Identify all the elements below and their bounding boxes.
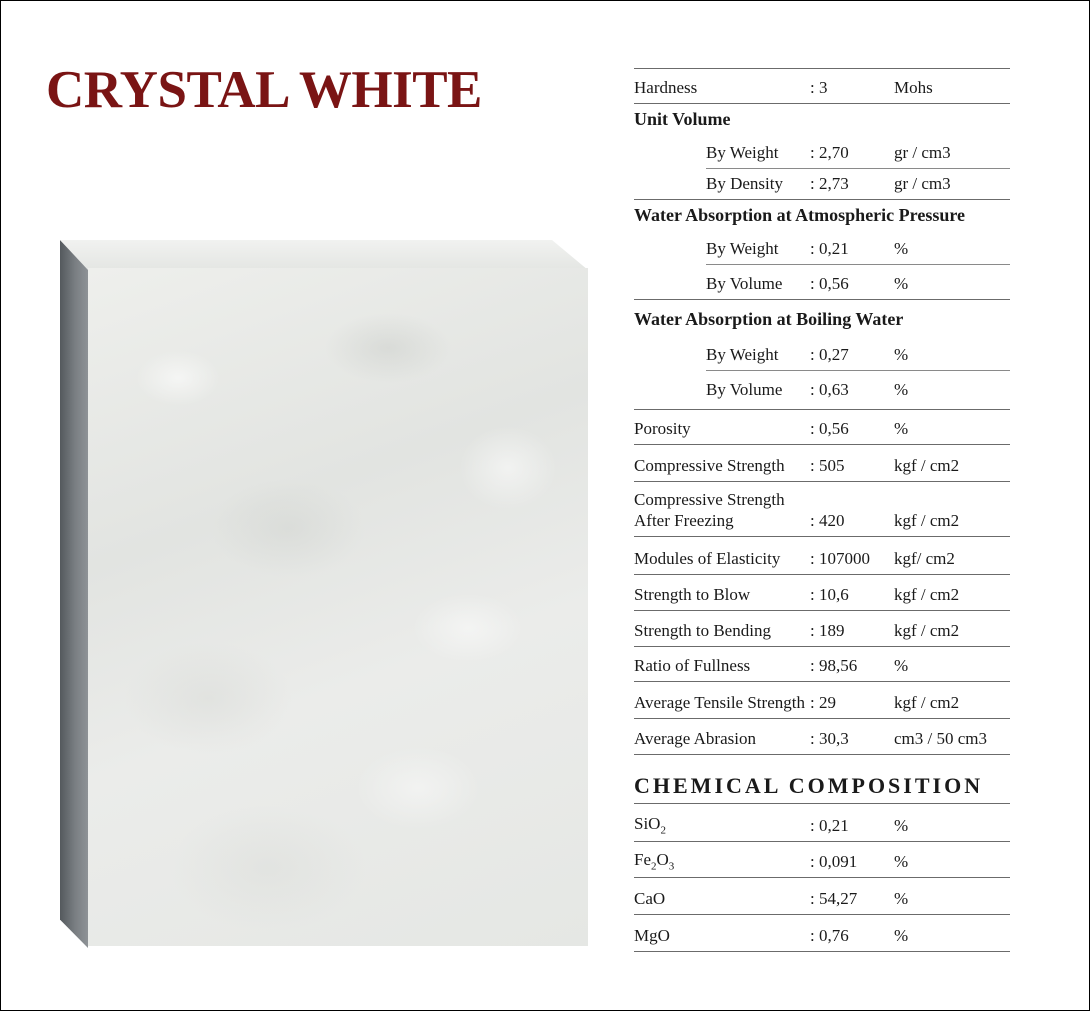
spec-row-water-atm-volume bbox=[634, 265, 1010, 299]
spec-unit: kgf / cm2 bbox=[894, 511, 960, 530]
spec-unit: Mohs bbox=[894, 78, 933, 97]
spec-label: Average Abrasion bbox=[634, 729, 756, 748]
spec-label: Porosity bbox=[634, 419, 691, 438]
chem-formula: MgO bbox=[634, 926, 670, 945]
spec-label: By Volume bbox=[706, 274, 783, 293]
spec-label: Modules of Elasticity bbox=[634, 549, 781, 568]
chemical-composition-heading: CHEMICAL COMPOSITION bbox=[634, 773, 984, 798]
technical-specs bbox=[634, 68, 1010, 952]
chem-formula: CaO bbox=[634, 889, 666, 908]
spec-row-compressive bbox=[634, 445, 1010, 481]
slab-face bbox=[88, 268, 588, 946]
slab-top-edge bbox=[60, 240, 588, 270]
spec-row-blow bbox=[634, 575, 1010, 610]
chem-value: : 0,21 bbox=[810, 816, 849, 835]
spec-label-line2: After Freezing bbox=[634, 511, 734, 530]
spec-row-water-boil-volume bbox=[634, 371, 1010, 409]
spec-row-bending bbox=[634, 611, 1010, 646]
spec-value: : 30,3 bbox=[810, 729, 849, 748]
section-heading-water-atm: Water Absorption at Atmospheric Pressure bbox=[634, 205, 965, 225]
spec-row-elasticity bbox=[634, 537, 1010, 574]
spec-label: Strength to Bending bbox=[634, 621, 771, 640]
spec-unit: gr / cm3 bbox=[894, 143, 951, 162]
chem-row-fe2o3 bbox=[634, 842, 1010, 877]
spec-unit: kgf / cm2 bbox=[894, 585, 960, 604]
spec-unit: kgf / cm2 bbox=[894, 621, 960, 640]
spec-row-water-boil-weight bbox=[634, 336, 1010, 370]
spec-value: : 0,21 bbox=[810, 239, 849, 258]
spec-row-water-atm-weight bbox=[634, 230, 1010, 264]
chem-row-cao bbox=[634, 878, 1010, 914]
spec-label: By Volume bbox=[706, 380, 783, 399]
spec-row-porosity bbox=[634, 410, 1010, 444]
spec-value: : 98,56 bbox=[810, 656, 858, 675]
spec-value: : 107000 bbox=[810, 549, 870, 568]
spec-row-abrasion bbox=[634, 719, 1010, 754]
spec-label-line1: Compressive Strength bbox=[634, 490, 785, 509]
chem-value: : 0,091 bbox=[810, 852, 858, 871]
spec-value: : 3 bbox=[810, 78, 828, 97]
spec-label: Compressive Strength bbox=[634, 456, 785, 475]
spec-label: By Density bbox=[706, 174, 783, 193]
spec-label: Strength to Blow bbox=[634, 585, 751, 604]
spec-row-compressive-freezing bbox=[634, 482, 1010, 536]
spec-row-hardness bbox=[634, 69, 1010, 103]
spec-value: : 29 bbox=[810, 693, 836, 712]
spec-value: : 189 bbox=[810, 621, 845, 640]
chem-unit: % bbox=[894, 816, 909, 835]
spec-value: : 10,6 bbox=[810, 585, 849, 604]
spec-row-fullness bbox=[634, 647, 1010, 681]
spec-label: Average Tensile Strength bbox=[634, 693, 805, 712]
spec-value: : 2,70 bbox=[810, 143, 849, 162]
spec-value: : 0,56 bbox=[810, 419, 849, 438]
spec-value: : 0,63 bbox=[810, 380, 849, 399]
chem-formula: $Fe_2O_3$ bbox=[634, 849, 675, 872]
chem-value: : 54,27 bbox=[810, 889, 858, 908]
slab-side-edge bbox=[60, 240, 88, 948]
spec-label: Ratio of Fullness bbox=[634, 656, 751, 675]
spec-label bbox=[634, 489, 785, 531]
spec-value: : 2,73 bbox=[810, 174, 849, 193]
spec-value: : 505 bbox=[810, 456, 845, 475]
spec-row-unit-volume-density bbox=[634, 169, 1010, 199]
spec-unit: kgf / cm2 bbox=[894, 456, 960, 475]
spec-unit: % bbox=[894, 656, 909, 675]
spec-label: By Weight bbox=[706, 239, 779, 258]
spec-value: : 0,56 bbox=[810, 274, 849, 293]
spec-unit: gr / cm3 bbox=[894, 174, 951, 193]
section-heading-unit-volume: Unit Volume bbox=[634, 109, 731, 129]
chem-unit: % bbox=[894, 889, 909, 908]
chem-formula: SiO$_2$ bbox=[634, 813, 666, 836]
page-title: CRYSTAL WHITE bbox=[46, 61, 482, 119]
spec-unit: % bbox=[894, 239, 909, 258]
chem-value: : 0,76 bbox=[810, 926, 849, 945]
spec-unit: kgf / cm2 bbox=[894, 693, 960, 712]
spec-unit: cm3 / 50 cm3 bbox=[894, 729, 988, 748]
spec-label: By Weight bbox=[706, 143, 779, 162]
spec-unit: % bbox=[894, 380, 909, 399]
section-heading-water-boil: Water Absorption at Boiling Water bbox=[634, 309, 904, 329]
spec-value: : 420 bbox=[810, 511, 845, 530]
spec-value: : 0,27 bbox=[810, 345, 849, 364]
chem-row-sio2 bbox=[634, 804, 1010, 841]
spec-unit: % bbox=[894, 419, 909, 438]
chem-unit: % bbox=[894, 852, 909, 871]
spec-label: By Weight bbox=[706, 345, 779, 364]
spec-unit: % bbox=[894, 274, 909, 293]
spec-row-tensile bbox=[634, 682, 1010, 718]
chem-unit: % bbox=[894, 926, 909, 945]
marble-slab-image bbox=[46, 238, 592, 950]
spec-label: Hardness bbox=[634, 78, 698, 97]
chem-row-mgo bbox=[634, 915, 1010, 951]
spec-unit: kgf/ cm2 bbox=[894, 549, 955, 568]
spec-unit: % bbox=[894, 345, 909, 364]
spec-row-unit-volume-weight bbox=[634, 134, 1010, 168]
